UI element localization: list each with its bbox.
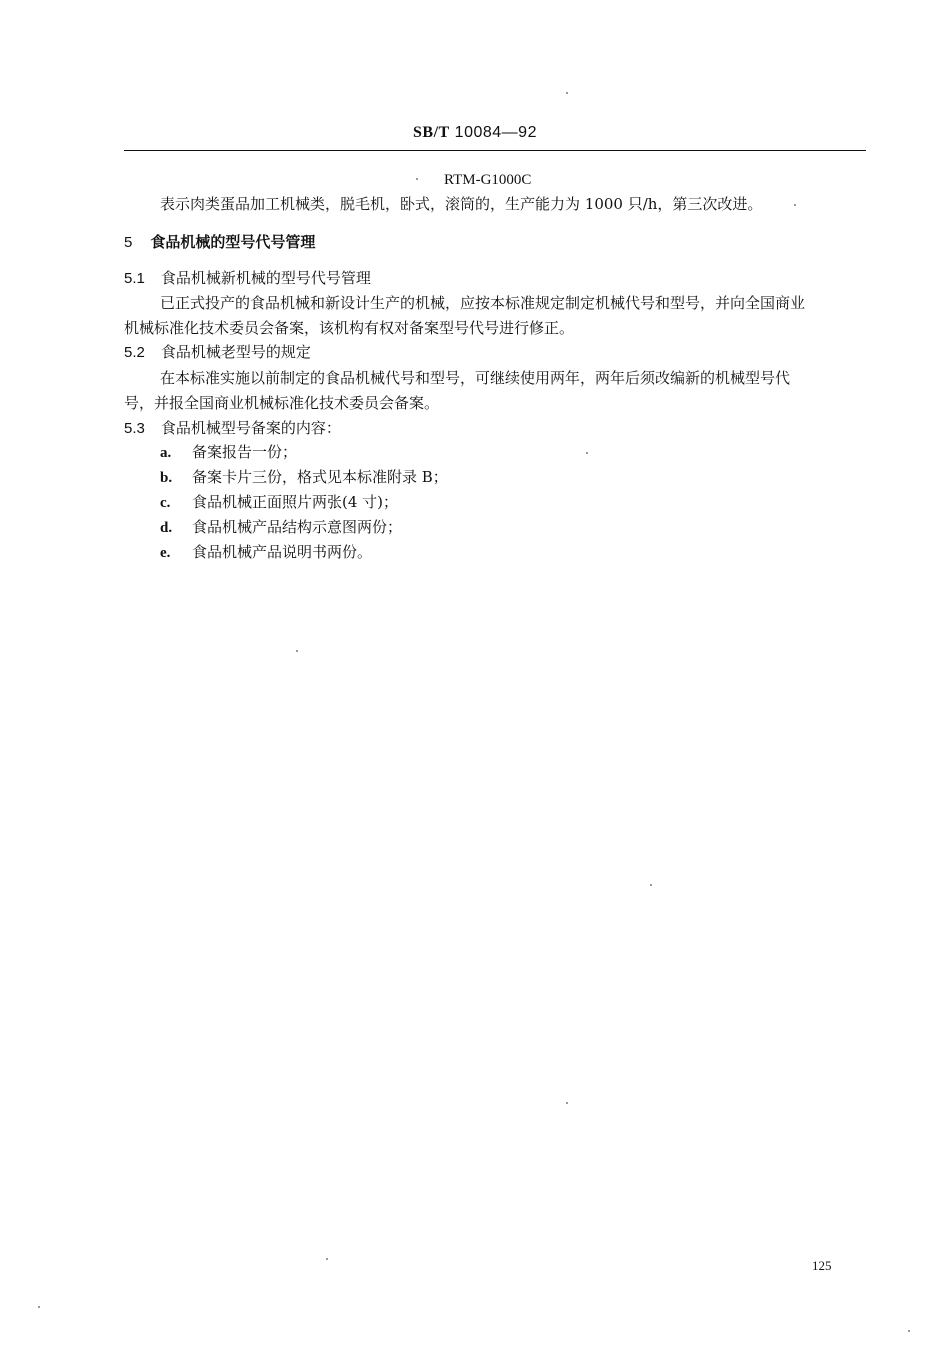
- standard-header: [0, 124, 950, 142]
- scan-speck: [566, 92, 568, 94]
- scan-speck: [650, 884, 652, 886]
- paragraph-line: 机械标准化技术委员会备案，该机构有权对备案型号代号进行修正。: [124, 319, 575, 337]
- section-number: 5.3: [124, 420, 145, 437]
- section-title: 食品机械老型号的规定: [160, 343, 311, 361]
- section-title: 食品机械新机械的型号代号管理: [160, 269, 371, 287]
- scan-speck: [566, 1102, 568, 1104]
- section-5-1-heading: [124, 268, 371, 289]
- scan-speck: [38, 1306, 40, 1308]
- section-title: 食品机械型号备案的内容：: [160, 419, 341, 437]
- list-item: [160, 467, 448, 488]
- list-item-letter: c.: [160, 495, 171, 511]
- list-item-text: 备案卡片三份，格式见本标准附录 B；: [192, 468, 448, 486]
- scan-speck: [326, 1258, 328, 1260]
- section-number: 5.2: [124, 344, 145, 361]
- paragraph-line: 已正式投产的食品机械和新设计生产的机械，应按本标准规定制定机械代号和型号，并向全国商业: [160, 294, 806, 312]
- model-code: RTM-G1000C: [444, 172, 532, 188]
- list-item-text: 备案报告一份；: [192, 443, 298, 461]
- section-5-2-heading: [124, 342, 311, 363]
- scan-speck: [794, 204, 796, 206]
- list-item-text: 食品机械产品说明书两份。: [192, 543, 373, 561]
- section-5-3-heading: [124, 418, 341, 439]
- scan-speck: [296, 650, 298, 652]
- scan-speck: [416, 178, 418, 180]
- list-item-letter: b.: [160, 470, 173, 486]
- list-item: [160, 492, 398, 513]
- scan-speck: [908, 1330, 910, 1332]
- header-rule: [124, 150, 866, 151]
- section-5-heading: [124, 232, 315, 253]
- section-number: 5.1: [124, 270, 145, 287]
- list-item-letter: a.: [160, 445, 172, 461]
- section-number: 5: [124, 234, 133, 251]
- paragraph-line: 号，并报全国商业机械标准化技术委员会备案。: [124, 394, 440, 412]
- list-item-letter: e.: [160, 545, 171, 561]
- list-item: [160, 442, 297, 463]
- scan-speck: [586, 452, 588, 454]
- standard-number: 10084—92: [454, 124, 537, 141]
- list-item-letter: d.: [160, 520, 173, 536]
- page-number: 125: [812, 1258, 832, 1273]
- list-item: [160, 542, 372, 563]
- list-item: [160, 517, 402, 538]
- list-item-text: 食品机械产品结构示意图两份；: [192, 518, 403, 536]
- standard-prefix: SB/T: [413, 124, 450, 141]
- section-title: 食品机械的型号代号管理: [150, 233, 316, 251]
- paragraph-line: 在本标准实施以前制定的食品机械代号和型号，可继续使用两年，两年后须改编新的机械型号代: [160, 369, 791, 387]
- model-description: 表示肉类蛋品加工机械类，脱毛机，卧式，滚筒的，生产能力为 1000 只/h，第三次改进。: [160, 195, 763, 213]
- list-item-text: 食品机械正面照片两张(4 寸)；: [192, 493, 399, 511]
